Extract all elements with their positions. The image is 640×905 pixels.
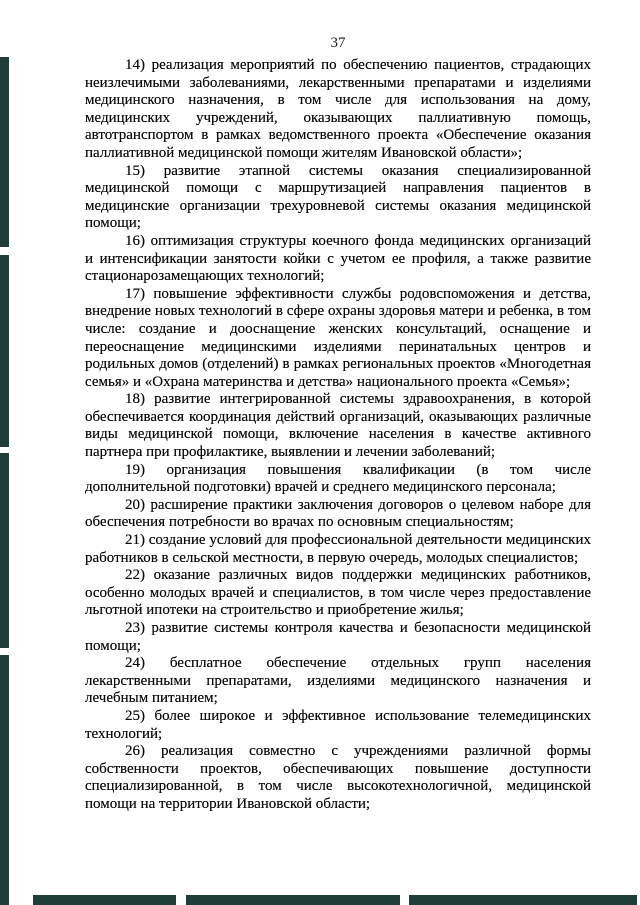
scan-edge-artifact-left-1	[0, 57, 9, 247]
paragraph-item-24: 24) бесплатное обеспечение отдельных групп населения лекарственными препаратами, изделиями медицинского назначения и лечебным питанием;	[85, 655, 591, 707]
paragraph-item-14: 14) реализация мероприятий по обеспечению пациентов, страдающих неизлечимыми заболеваниями, лекарственными препаратами и изделиями медицинского назначения, в том числе для использования на дому, медицинских учреждений, оказывающих паллиативную помощь, автотранспортом в рамках ведомственного проекта «Обеспечение оказания паллиативной медицинской помощи жителям Ивановской области»;	[85, 57, 591, 161]
paragraph-item-26: 26) реализация совместно с учреждениями различной формы собственности проектов, обеспечивающих повышение доступности специализированной, в том числе высокотехнологичной, медицинской помощи на территории Ивановской области;	[85, 743, 591, 812]
paragraph-item-22: 22) оказание различных видов поддержки медицинских работников, особенно молодых врачей и специалистов, в том числе через предоставление льготной ипотеки на строительство и приобретение жилья;	[85, 567, 591, 619]
scan-edge-artifact-left-4	[0, 655, 9, 905]
paragraph-item-23: 23) развитие системы контроля качества и безопасности медицинской помощи;	[85, 620, 591, 654]
paragraph-item-25: 25) более широкое и эффективное использование телемедицинских технологий;	[85, 707, 591, 742]
scan-edge-artifact-left-2	[0, 255, 9, 447]
scan-edge-artifact-bottom-3	[409, 895, 637, 905]
scan-edge-artifact-bottom-1	[33, 895, 176, 905]
scan-edge-artifact-bottom-2	[186, 895, 400, 905]
paragraph-item-18: 18) развитие интегрированной системы здравоохранения, в которой обеспечивается координация действий организаций, оказывающих различные виды медицинской помощи, включение населения в качестве активного партнера при профилактике, выявлении и лечении заболеваний;	[85, 391, 591, 461]
paragraph-item-16: 16) оптимизация структуры коечного фонда медицинских организаций и интенсификации занятости койки с учетом ее профиля, а также развитие стационарозамещающих технологий;	[85, 232, 591, 285]
paragraph-item-19: 19) организация повышения квалификации (в том числе дополнительной подготовки) врачей и среднего медицинского персонала;	[85, 461, 591, 496]
paragraph-item-17: 17) повышение эффективности службы родовспоможения и детства, внедрение новых технологий в сфере охраны здоровья матери и ребенка, в том числе: создание и дооснащение женских консультаций, оснащение и переоснащение медицинскими изделиями перинатальных центров и родильных домов (отделений) в рамках региональных проектов «Многодетная семья» и «Охрана материнства и детства» национального проекта «Семья»;	[85, 285, 591, 390]
scan-edge-artifact-left-3	[0, 453, 9, 648]
paragraph-item-15: 15) развитие этапной системы оказания специализированной медицинской помощи с маршрутизацией направления пациентов в медицинские организации трехуровневой системы оказания медицинской помощи;	[85, 162, 591, 232]
document-body	[85, 57, 591, 814]
paragraph-item-21: 21) создание условий для профессиональной деятельности медицинских работников в сельской местности, в первую очередь, молодых специалистов;	[85, 532, 591, 566]
page-number: 37	[330, 35, 346, 51]
paragraph-item-20: 20) расширение практики заключения договоров о целевом наборе для обеспечения потребности во врачах по основным специальностям;	[85, 496, 591, 531]
